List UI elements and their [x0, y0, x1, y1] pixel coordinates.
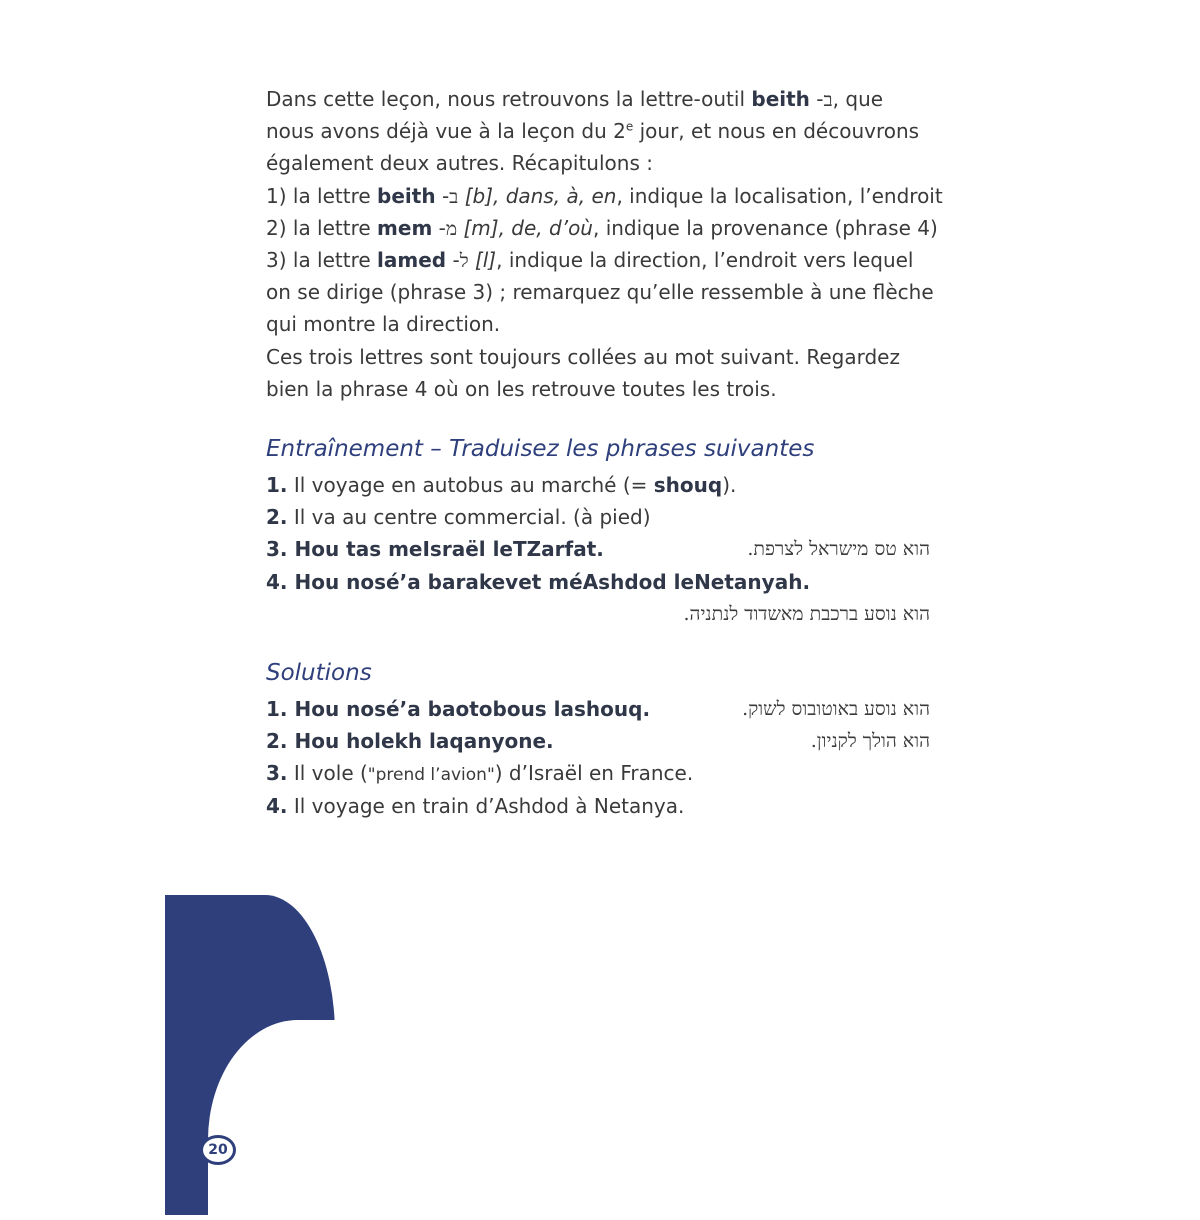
exercise-list: [266, 469, 930, 630]
text-span: Il voyage en autobus au marché (=: [287, 473, 654, 497]
text-span: Il va au centre commercial. (à pied): [287, 505, 651, 530]
solution-item-2: [266, 725, 930, 757]
exercise-item-4: [266, 566, 930, 598]
item-number: 4.: [266, 793, 288, 818]
text-span: 1) la lettre: [266, 183, 378, 208]
hebrew-letter: מ: [445, 217, 458, 240]
transliteration: Hou holekh laqanyone.: [287, 729, 554, 754]
solution-item-1: [266, 693, 930, 725]
item-number: 3.: [266, 761, 288, 786]
superscript: e: [625, 119, 634, 134]
intro-line-5: [266, 212, 938, 244]
hebrew-sentence: הוא הולך לקניון.: [810, 730, 930, 753]
intro-line-6: [266, 244, 930, 276]
intro-line-10: bien la phrase 4 où on les retrouve toutes les trois.: [266, 376, 777, 401]
text-span: ) d’Israël en France.: [494, 761, 694, 786]
text-span: , indique la localisation, l’endroit: [616, 183, 943, 208]
exercise-item-4-hebrew: [266, 598, 930, 630]
text-span: , indique la direction, l’endroit vers lequel: [496, 247, 914, 272]
text-span: , que: [832, 87, 884, 111]
hebrew-sentence: הוא נוסע ברכבת מאשדוד לנתניה.: [683, 602, 930, 625]
page-corner-cutout: [208, 1020, 408, 1220]
small-note: "prend l’avion": [367, 765, 495, 786]
intro-line-3: également deux autres. Récapitulons :: [266, 151, 653, 176]
intro-line-8: qui montre la direction.: [266, 312, 501, 337]
hebrew-sentence: הוא טס מישראל לצרפת.: [747, 538, 930, 561]
text-span: -: [432, 215, 446, 240]
transliteration: Hou nosé’a baotobous lashouq.: [287, 697, 651, 721]
bold-term: lamed: [377, 247, 447, 272]
bold-term: shouq: [653, 473, 723, 497]
intro-paragraph: [266, 83, 943, 405]
bold-term: mem: [377, 215, 433, 240]
intro-line-4: [266, 180, 943, 212]
hebrew-letter: ב: [823, 89, 833, 111]
solution-item-4: [266, 790, 930, 822]
text-span: -: [435, 183, 450, 208]
bold-term: beith: [377, 183, 436, 208]
solutions-list: [266, 693, 930, 822]
item-number: 4.: [266, 569, 288, 594]
intro-line-7: on se dirige (phrase 3) ; remarquez qu’elle ressemble à une flèche: [266, 280, 934, 305]
italic-gloss: [m], de, d’où: [457, 215, 593, 240]
item-number: 1.: [266, 697, 288, 721]
text-span: ).: [722, 473, 737, 497]
text-span: jour, et nous en découvrons: [633, 119, 920, 144]
bold-term: beith: [751, 87, 810, 111]
exercise-item-3: [266, 533, 930, 565]
text-span: Il vole (: [287, 761, 368, 786]
transliteration: Hou nosé’a barakevet méAshdod leNetanyah.: [287, 569, 811, 594]
item-number: 2.: [266, 729, 288, 754]
item-number: 2.: [266, 505, 288, 530]
intro-line-9: Ces trois lettres sont toujours collées au mot suivant. Regardez: [266, 344, 900, 369]
text-span: 3) la lettre: [266, 247, 378, 272]
italic-gloss: [b], dans, à, en: [458, 183, 617, 208]
italic-gloss: [l]: [468, 247, 497, 272]
transliteration: Hou tas meIsraël leTZarfat.: [287, 537, 604, 562]
hebrew-sentence: הוא נוסע באוטובוס לשוק.: [742, 698, 930, 720]
text-span: Il voyage en train d’Ashdod à Netanya.: [287, 793, 685, 818]
text-span: nous avons déjà vue à la leçon du 2: [266, 119, 626, 144]
hebrew-letter: ל: [459, 249, 469, 272]
exercise-item-1: [266, 469, 930, 501]
solutions-heading: Solutions: [266, 660, 372, 686]
text-span: Dans cette leçon, nous retrouvons la lettre-outil: [266, 87, 752, 111]
item-number: 1.: [266, 473, 288, 497]
intro-line-2: [266, 115, 930, 147]
exercise-item-2: [266, 501, 930, 533]
intro-line-1: [266, 83, 930, 115]
item-number: 3.: [266, 537, 288, 562]
text-span: 2) la lettre: [266, 215, 378, 240]
hebrew-letter: ב: [449, 185, 459, 208]
page-number-badge: 20: [200, 1135, 236, 1165]
text-span: -: [446, 247, 460, 272]
text-span: , indique la provenance (phrase 4): [592, 215, 938, 240]
text-span: -: [809, 87, 824, 111]
exercise-heading: Entraînement – Traduisez les phrases suivantes: [266, 436, 815, 462]
solution-item-3: [266, 757, 930, 789]
